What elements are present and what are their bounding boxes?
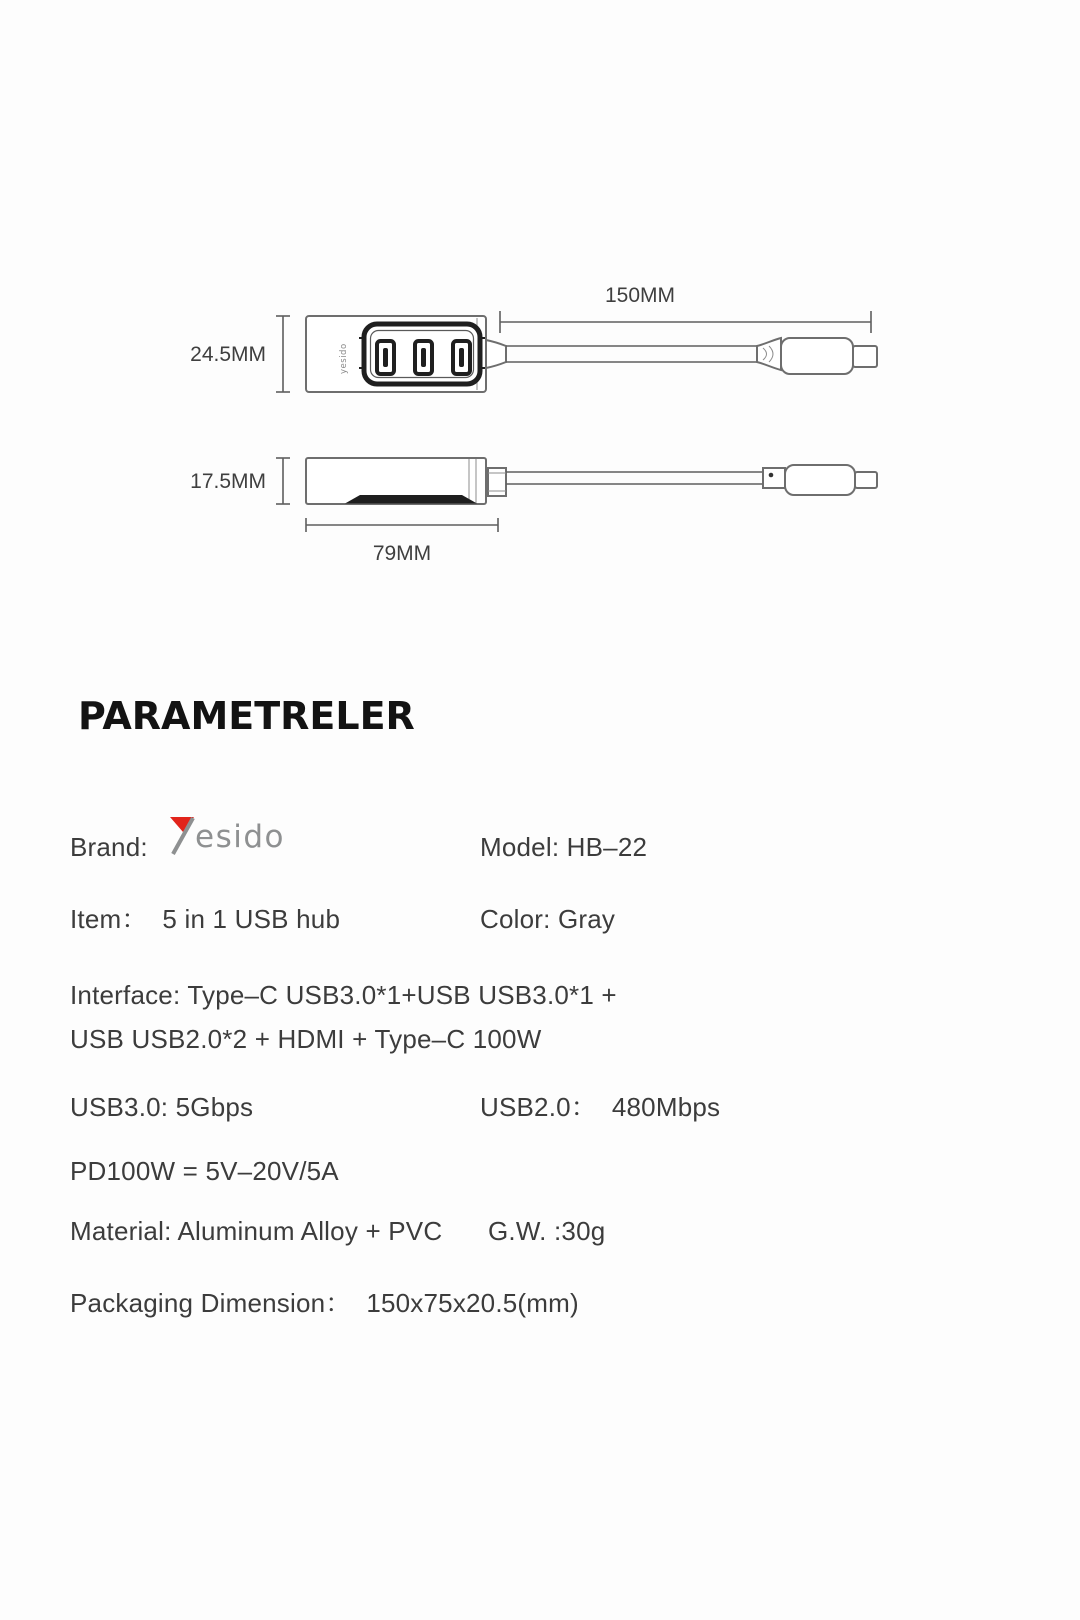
dim-hub-height bbox=[190, 316, 290, 392]
color-value: Color: Gray bbox=[480, 904, 616, 934]
model-value: Model: HB–22 bbox=[480, 832, 648, 862]
brand-label: Brand: bbox=[70, 832, 148, 862]
hdmi-slot-detail bbox=[345, 495, 477, 504]
interface-line-2: USB USB2.0*2 + HDMI + Type–C 100W bbox=[70, 1024, 542, 1054]
pd-spec: PD100W = 5V–20V/5A bbox=[70, 1156, 339, 1186]
material-value: Material: Aluminum Alloy + PVC bbox=[70, 1216, 443, 1246]
interface-line-1: Interface: Type–C USB3.0*1+USB USB3.0*1 + bbox=[70, 980, 617, 1010]
logo-wordmark: esido bbox=[195, 819, 285, 855]
dim-label-17-5mm: 17.5MM bbox=[190, 470, 266, 493]
usb-c-connector-side bbox=[763, 465, 877, 495]
dim-hub-thickness bbox=[190, 458, 290, 504]
dim-cable-length bbox=[500, 284, 871, 333]
yesido-logo bbox=[166, 810, 300, 858]
dim-label-79mm: 79MM bbox=[372, 542, 432, 565]
gross-weight-value: G.W. :30g bbox=[488, 1216, 606, 1246]
dimension-diagram bbox=[160, 260, 900, 580]
dim-label-150mm: 150MM bbox=[604, 284, 676, 307]
usb-port-2 bbox=[415, 341, 432, 374]
usb20-speed: USB2.0： 480Mbps bbox=[480, 1092, 721, 1122]
device-brand-label: yesido bbox=[339, 343, 349, 374]
hub-top-view bbox=[306, 316, 877, 392]
hub-side-view bbox=[306, 458, 877, 504]
dim-label-24-5mm: 24.5MM bbox=[190, 343, 266, 366]
usb-c-tip-top bbox=[853, 346, 877, 367]
usb-port-3 bbox=[453, 341, 470, 374]
dim-hub-width bbox=[306, 518, 498, 565]
usb30-speed: USB3.0: 5Gbps bbox=[70, 1092, 254, 1122]
item-value: Item： 5 in 1 USB hub bbox=[70, 904, 341, 934]
section-heading: PARAMETRELER bbox=[78, 694, 415, 738]
packaging-dimension-value: Packaging Dimension： 150x75x20.5(mm) bbox=[70, 1288, 579, 1318]
usb-c-connector-top bbox=[757, 338, 877, 374]
cable-strain-relief-top bbox=[486, 340, 506, 368]
usb-c-tip-side bbox=[855, 472, 877, 488]
cable-boot-side bbox=[488, 468, 506, 496]
usb-port-1 bbox=[377, 341, 394, 374]
